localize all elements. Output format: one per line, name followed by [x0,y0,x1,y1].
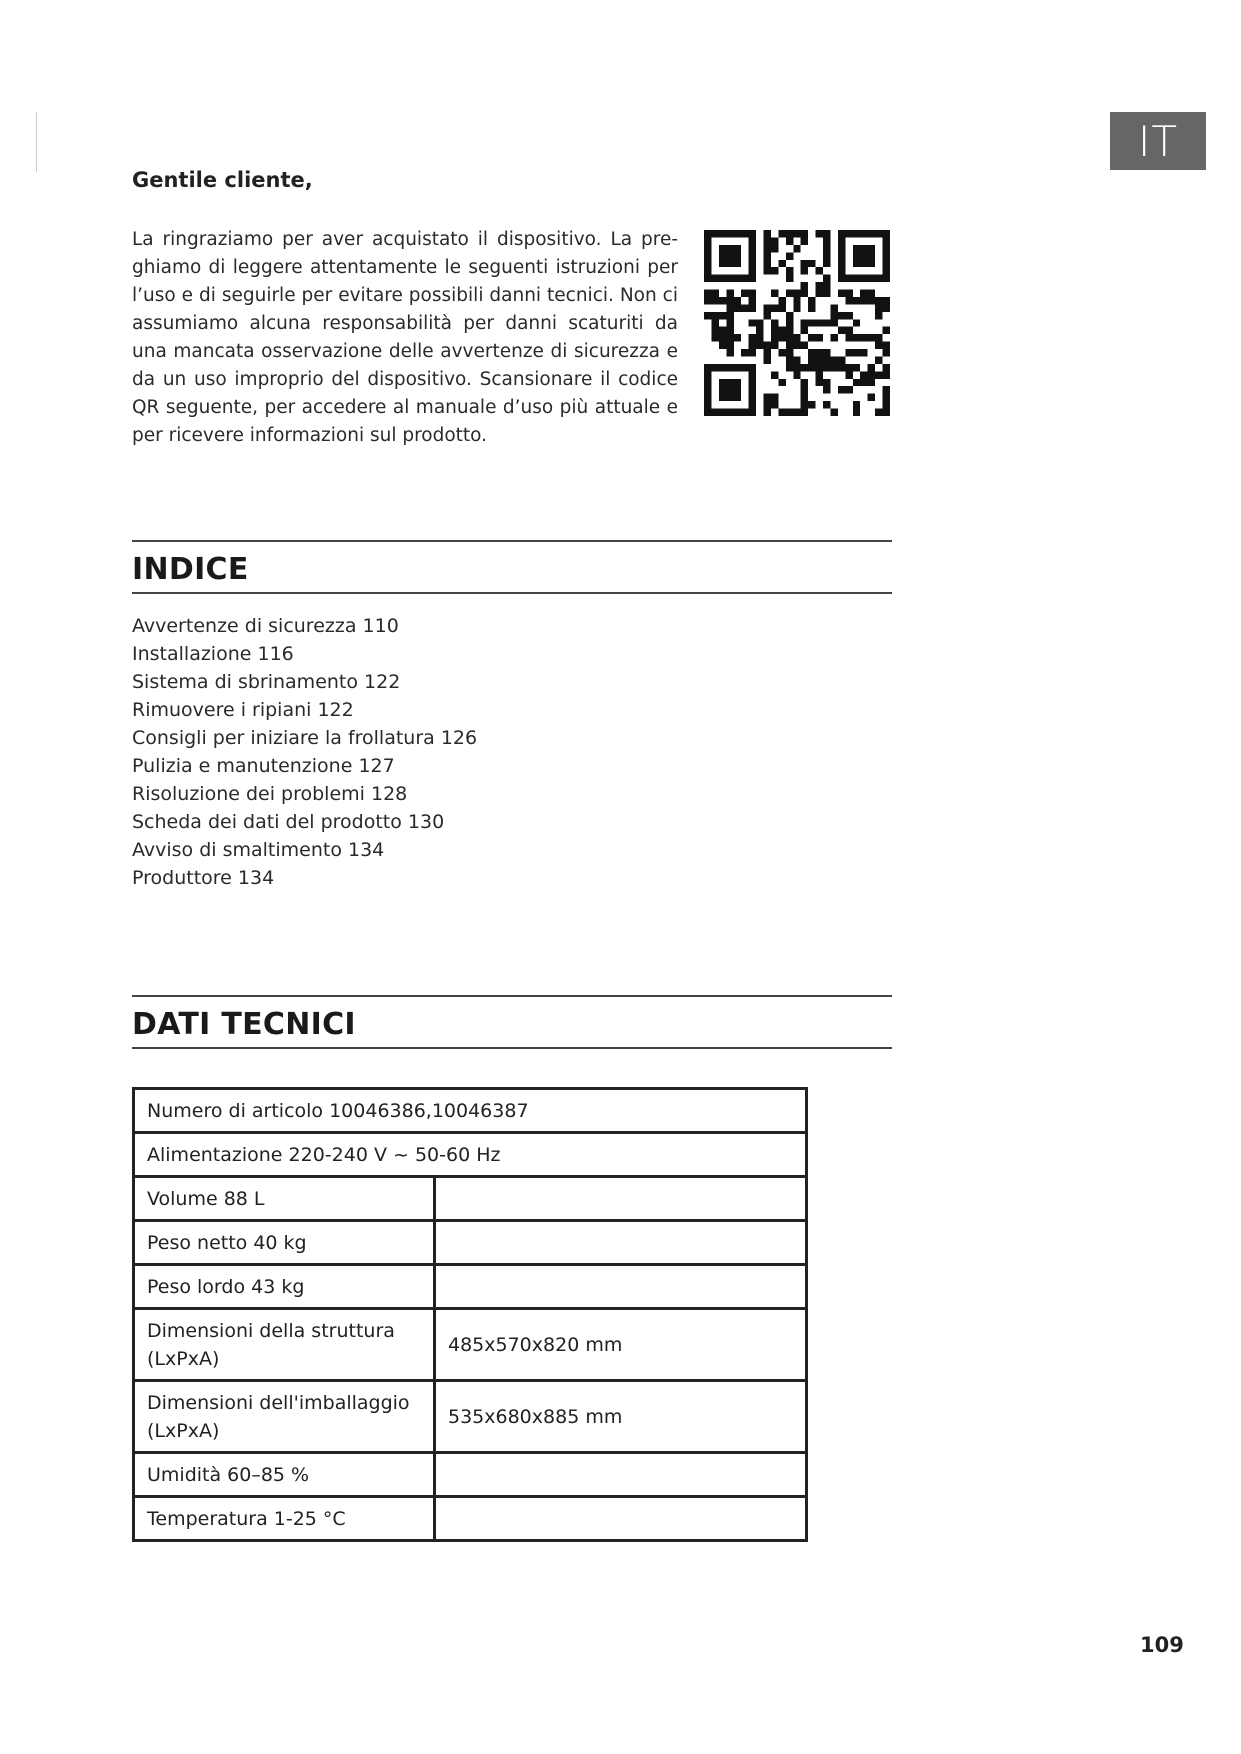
specs-top-rule [132,995,892,997]
spec-label: Peso lordo 43 kg [134,1265,435,1309]
qr-module [711,297,718,304]
qr-module [764,252,771,259]
qr-module [786,252,793,259]
qr-module [801,379,808,386]
qr-module [771,304,778,311]
qr-module [756,334,763,341]
qr-module [816,230,823,237]
qr-module [875,312,882,319]
qr-module [764,349,771,356]
qr-module [771,327,778,334]
qr-module [883,371,890,378]
qr-module [704,297,711,304]
qr-module [771,334,778,341]
qr-module [704,409,756,416]
specs-title: DATI TECNICI [132,1007,356,1042]
spec-value [435,1453,807,1497]
qr-module [771,237,778,244]
qr-module [801,342,808,349]
qr-module [793,409,800,416]
language-tab: IT [1110,112,1206,170]
qr-module [823,356,830,363]
qr-module [786,275,793,282]
qr-module [823,252,830,259]
qr-module [875,409,882,416]
qr-module [771,342,778,349]
toc-item[interactable]: Sistema di sbrinamento 122 [132,671,401,693]
qr-module [838,364,845,371]
qr-module [704,312,711,319]
spec-label: Alimentazione 220-240 V ~ 50-60 Hz [134,1133,807,1177]
table-row [134,1309,807,1381]
qr-module [778,260,785,267]
qr-module [853,364,860,371]
qr-module [838,230,845,282]
qr-module [860,379,867,386]
qr-module [816,349,823,356]
qr-module [838,386,845,393]
qr-module [830,319,837,326]
qr-module [816,290,823,297]
qr-module [808,364,815,371]
qr-module [823,364,830,371]
qr-module [771,371,778,378]
table-of-contents [132,612,477,892]
qr-module [711,327,718,334]
qr-module [823,401,830,408]
qr-module [741,290,748,297]
qr-module [823,245,830,252]
qr-module [704,275,756,282]
qr-module [830,312,837,319]
qr-module [719,334,726,341]
qr-module [793,304,800,311]
qr-module [764,267,771,274]
qr-module [741,349,748,356]
qr-module [816,334,823,341]
spec-label: Volume 88 L [134,1177,435,1221]
qr-module [749,304,756,311]
qr-module [786,334,793,341]
qr-module [868,290,875,297]
qr-module [853,297,860,304]
qr-module [793,290,800,297]
qr-module [838,327,845,334]
qr-module [786,409,793,416]
qr-module [816,319,823,326]
qr-module [749,349,756,356]
qr-module [801,409,808,416]
qr-module [801,401,808,408]
qr-module [801,364,808,371]
qr-module [816,267,823,274]
qr-module [845,334,852,341]
qr-module [734,304,741,311]
toc-item[interactable]: Installazione 116 [132,643,294,665]
qr-module [719,379,741,401]
qr-module [778,230,785,237]
qr-module [719,342,726,349]
qr-module [786,327,793,334]
greeting-heading: Gentile cliente, [132,168,313,192]
toc-item[interactable]: Avviso di smaltimento 134 [132,839,385,861]
qr-module [704,364,711,416]
qr-module [845,312,852,319]
qr-module [726,297,733,304]
qr-module [764,356,771,363]
qr-module [778,379,785,386]
intro-line: mancata osservazione delle avvertenze di sicurezza e da [132,341,678,390]
qr-module [875,304,882,311]
specs-bottom-rule [132,1047,892,1049]
qr-module [883,401,890,408]
qr-module [875,334,882,341]
qr-module [786,267,793,274]
qr-module [764,237,771,244]
qr-module [786,237,793,244]
margin-mark [36,112,37,172]
qr-module [793,245,800,252]
toc-item[interactable]: Pulizia e manutenzione 127 [132,755,395,777]
qr-module [801,290,808,297]
qr-module [793,334,800,341]
spec-value [435,1265,807,1309]
qr-module [860,349,867,356]
qr-module [830,304,837,311]
qr-module [704,230,711,282]
qr-module [764,394,771,401]
qr-module [793,230,800,237]
qr-module [875,342,882,349]
qr-module [786,364,793,371]
qr-module [883,364,890,371]
qr-module [801,394,808,401]
qr-module [801,237,808,244]
qr-module [711,312,718,319]
qr-module [793,297,800,304]
qr-module [726,304,733,311]
qr-module [771,394,778,401]
qr-module [816,379,823,386]
qr-module [749,230,756,282]
qr-module [711,319,718,326]
qr-module [786,349,793,356]
qr-module [786,356,793,363]
qr-module [778,334,785,341]
qr-module [868,379,875,386]
qr-module [734,334,741,341]
qr-module [823,230,830,237]
spec-label: Dimensioni dell'imballaggio (LxPxA) [134,1381,435,1453]
qr-module [860,290,867,297]
qr-module [816,371,823,378]
qr-module [801,267,808,274]
qr-module [860,297,867,304]
qr-module [808,260,815,267]
intro-paragraph [132,226,678,450]
toc-item[interactable]: Produttore 134 [132,867,275,889]
spec-label: Peso netto 40 kg [134,1221,435,1265]
qr-module [764,230,771,237]
qr-module [749,364,756,416]
qr-module [778,304,785,311]
qr-module [845,386,852,393]
qr-module [860,371,867,378]
qr-module [853,349,860,356]
qr-module [778,327,785,334]
qr-code[interactable] [704,230,890,416]
qr-module [786,312,793,319]
qr-module [726,319,733,326]
qr-module [816,364,823,371]
qr-module [838,275,890,282]
intro-line: un uso improprio del dispositivo. Scansionare il codice QR [132,369,678,418]
qr-module [771,401,778,408]
spec-value: 535x680x885 mm [435,1381,807,1453]
qr-module [704,290,711,297]
qr-module [749,319,756,326]
spec-label: Numero di articolo 10046386,10046387 [134,1089,807,1133]
qr-module [764,260,771,267]
qr-module [801,282,808,289]
qr-module [711,290,718,297]
toc-item[interactable]: Rimuovere i ripiani 122 [132,699,354,721]
toc-item[interactable]: Consigli per iniziare la frollatura 126 [132,727,478,749]
qr-module [704,364,756,371]
spec-value [435,1497,807,1541]
qr-module [801,386,808,393]
qr-module [726,349,733,356]
qr-module [749,334,756,341]
qr-module [883,342,890,349]
qr-module [749,342,756,349]
index-title: INDICE [132,552,249,587]
qr-module [764,312,771,319]
qr-module [786,319,793,326]
qr-module [816,282,823,289]
qr-module [808,349,815,356]
spec-value [435,1177,807,1221]
qr-module [816,356,823,363]
qr-module [845,349,852,356]
qr-module [868,371,875,378]
qr-module [883,327,890,334]
qr-module [823,290,830,297]
qr-module [764,245,771,252]
index-top-rule [132,540,892,542]
qr-module [764,304,771,311]
qr-module [883,304,890,311]
qr-module [853,379,860,386]
qr-module [853,334,860,341]
qr-module [883,230,890,282]
qr-module [771,267,778,274]
qr-module [823,386,830,393]
spec-label: Dimensioni della struttura (LxPxA) [134,1309,435,1381]
qr-module [764,409,771,416]
qr-module [719,327,726,334]
qr-module [704,230,756,237]
intro-line: ricevere informazioni sul prodotto. [168,425,488,446]
qr-module [793,356,800,363]
qr-module [883,349,890,356]
qr-module [875,297,882,304]
qr-module [838,290,845,297]
qr-module [786,230,793,237]
qr-module [771,319,778,326]
qr-module [786,342,793,349]
intro-line: l’uso e di seguirle per evitare possibili danni tecnici. Non ci [132,285,678,306]
table-row [134,1497,807,1541]
table-row [134,1133,807,1177]
qr-module [830,409,837,416]
qr-module [711,334,718,341]
qr-module [749,297,756,304]
qr-module [741,304,748,311]
qr-module [883,394,890,401]
qr-module [883,386,890,393]
qr-module [801,327,808,334]
qr-module [749,290,756,297]
qr-module [786,290,793,297]
qr-module [823,275,830,282]
table-row [134,1221,807,1265]
qr-module [756,319,763,326]
qr-module [764,342,771,349]
qr-module [830,364,837,371]
qr-module [726,312,733,319]
qr-module [823,282,830,289]
table-row [134,1453,807,1497]
qr-module [845,297,852,304]
qr-module [719,297,726,304]
qr-module [778,297,785,304]
spec-value [435,1221,807,1265]
qr-module [823,349,830,356]
intro-line: ghiamo di leggere attentamente le seguenti istruzioni per [132,257,678,278]
qr-module [845,327,852,334]
qr-module [845,371,852,378]
qr-module [726,327,733,334]
qr-module [845,290,852,297]
table-row [134,1177,807,1221]
qr-module [853,319,860,326]
qr-module [838,230,890,237]
spec-label: Temperatura 1-25 °C [134,1497,435,1541]
qr-module [801,260,808,267]
qr-module [778,409,785,416]
qr-module [883,297,890,304]
intro-line: La ringraziamo per aver acquistato il dispositivo. La pre- [132,229,678,250]
qr-module [719,312,726,319]
qr-module [719,245,741,267]
qr-module [801,319,808,326]
qr-module [838,356,845,363]
qr-module [868,334,875,341]
qr-module [853,245,875,267]
intro-line: seguente, per accedere al manuale d’uso più attuale e per [132,397,678,446]
qr-module [830,356,837,363]
page-number: 109 [1140,1633,1184,1657]
qr-module [771,245,778,252]
qr-module [808,297,815,304]
toc-item[interactable]: Avvertenze di sicurezza 110 [132,615,399,637]
qr-module [823,237,830,244]
qr-module [793,342,800,349]
table-row [134,1265,807,1309]
qr-module [726,342,733,349]
toc-item[interactable]: Risoluzione dei problemi 128 [132,783,408,805]
qr-module [801,230,808,237]
table-row [134,1381,807,1453]
qr-module [845,364,852,371]
qr-module [808,356,815,363]
qr-module [883,409,890,416]
table-row [134,1089,807,1133]
qr-module [793,364,800,371]
qr-module [726,334,733,341]
qr-module [868,364,875,371]
qr-module [868,394,875,401]
qr-module [838,312,845,319]
qr-module [860,334,867,341]
qr-module [808,401,815,408]
qr-module [771,290,778,297]
qr-module [756,342,763,349]
qr-module [823,319,830,326]
specs-table [132,1087,808,1542]
qr-module [875,371,882,378]
qr-module [853,401,860,408]
qr-module [793,371,800,378]
qr-module [778,349,785,356]
spec-value: 485x570x820 mm [435,1309,807,1381]
qr-module [868,297,875,304]
intro-line: assumiamo alcuna responsabilità per danni scaturiti da una [132,313,678,362]
qr-module [875,356,882,363]
qr-module [808,304,815,311]
spec-label: Umidità 60–85 % [134,1453,435,1497]
index-bottom-rule [132,592,892,594]
qr-module [823,379,830,386]
qr-module [823,260,830,267]
qr-module [764,401,771,408]
qr-module [726,290,733,297]
qr-module [756,327,763,334]
qr-module [734,297,741,304]
toc-item[interactable]: Scheda dei dati del prodotto 130 [132,811,445,833]
qr-module [808,334,815,341]
qr-module [853,409,860,416]
qr-module [830,334,837,341]
qr-module [808,319,815,326]
